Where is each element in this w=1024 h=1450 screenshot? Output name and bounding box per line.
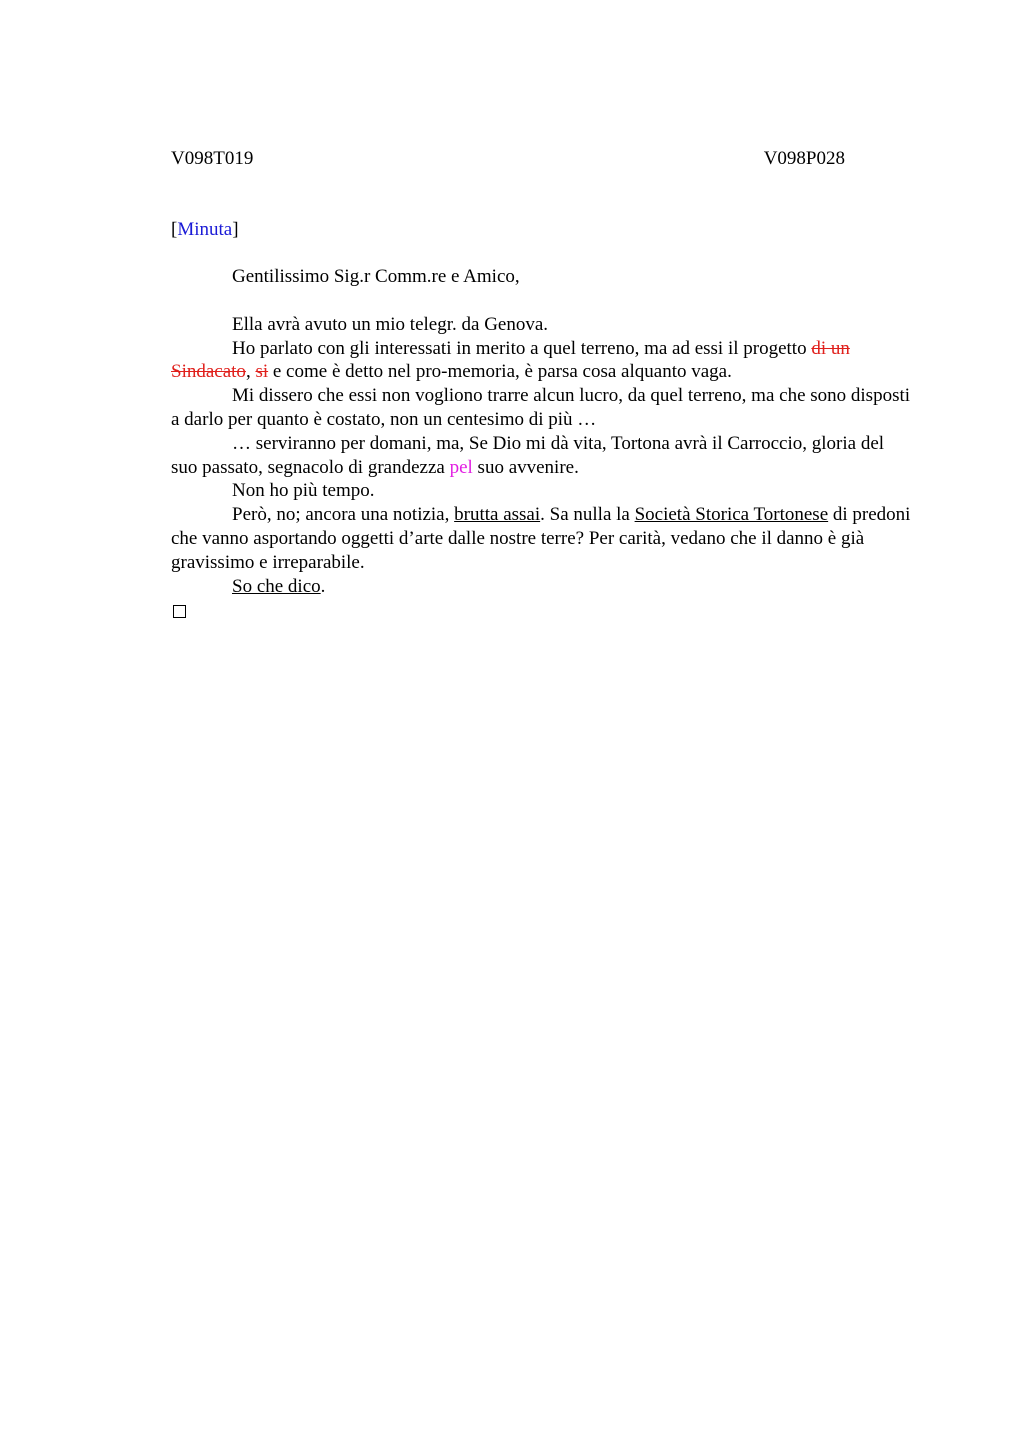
letter-body bbox=[171, 265, 913, 618]
paragraph-1: Ella avrà avuto un mio telegr. da Genova. bbox=[232, 313, 549, 335]
paragraph-7 bbox=[171, 575, 913, 599]
paragraph-2-text-c: e come è detto nel pro-memoria, è parsa cosa alquanto vaga. bbox=[268, 361, 732, 383]
paragraph-2-text-b: , bbox=[245, 361, 256, 383]
paragraph-7-end: . bbox=[320, 575, 326, 597]
tag-label: Minuta bbox=[177, 219, 233, 240]
paragraph-4 bbox=[171, 432, 913, 480]
paragraph-2-text-a: Ho parlato con gli interessati in merito a quel terreno, ma ad essi il progetto bbox=[232, 337, 812, 359]
paragraph-3: Mi dissero che essi non vogliono trarre alcun lucro, da quel terreno, ma che sono disposti a darlo per quanto è costato, non un centesimo di più … bbox=[171, 385, 911, 430]
minuta-tag bbox=[171, 218, 239, 242]
deleted-text-sindacato: di un Sindacato bbox=[171, 337, 850, 383]
salutation: Gentilissimo Sig.r Comm.re e Amico, bbox=[232, 266, 520, 287]
tag-close-bracket: ] bbox=[232, 219, 239, 240]
deleted-text-si: si bbox=[255, 361, 269, 383]
page-header bbox=[171, 147, 845, 171]
inserted-text-pel: pel bbox=[449, 456, 473, 478]
paragraph-4-text-a: … serviranno per domani, ma, Se Dio mi dà vita, Tortona avrà il Carroccio, gloria del suo passato, segnacolo di grandezza bbox=[171, 432, 885, 478]
underlined-text-brutta-assai: brutta assai bbox=[454, 504, 541, 526]
document-id-left: V098T019 bbox=[171, 148, 254, 169]
tag-open-bracket: [ bbox=[171, 219, 178, 240]
document-id-right: V098P028 bbox=[763, 148, 845, 169]
underlined-text-societa-storica: Società Storica Tortonese bbox=[634, 504, 829, 526]
paragraph-6-text-a: Però, no; ancora una notizia, bbox=[232, 504, 455, 526]
underlined-text-so-che-dico: So che dico bbox=[232, 575, 321, 597]
paragraph-6-text-b: . Sa nulla la bbox=[540, 504, 635, 526]
paragraph-2 bbox=[171, 337, 913, 385]
paragraph-4-text-b: suo avvenire. bbox=[472, 456, 579, 478]
square-outline-icon bbox=[173, 605, 186, 618]
paragraph-6 bbox=[171, 503, 913, 574]
paragraph-5: Non ho più tempo. bbox=[232, 480, 375, 502]
paragraph-6-text-c: di predoni che vanno asportando oggetti d’arte dalle nostre terre? Per carità, vedano che il danno è già gravissimo e irreparabile. bbox=[171, 504, 911, 573]
